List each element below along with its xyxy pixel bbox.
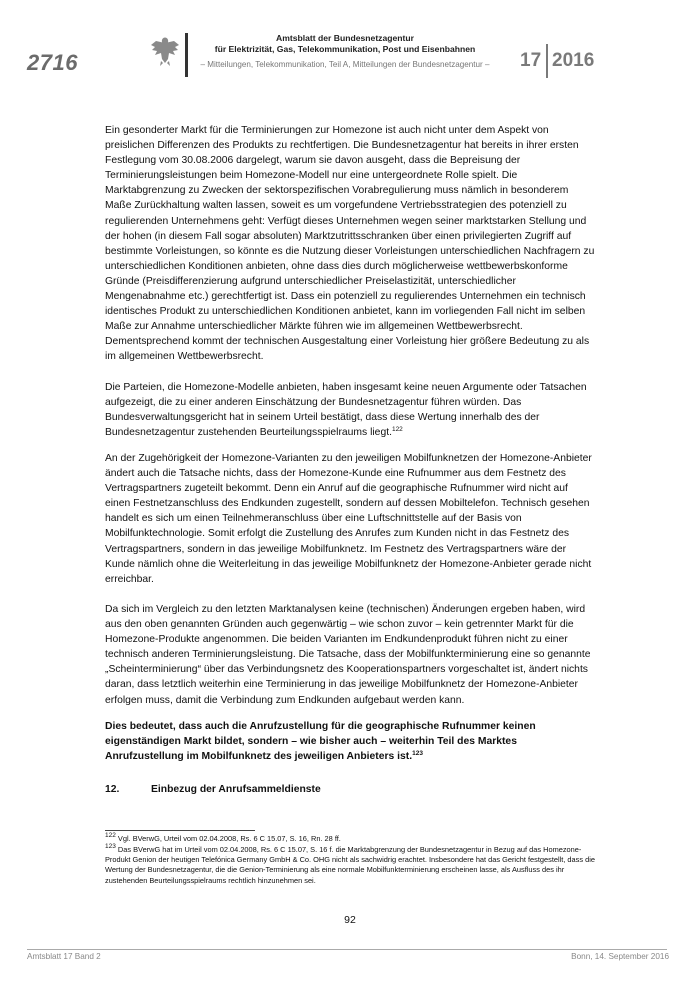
footnote-122-number: 122 <box>105 832 116 839</box>
paragraph-1: Ein gesonderter Markt für die Terminierungen zur Homezone ist auch nicht unter dem Aspekt von preislichen Differenzen des Produkts zu rechtfertigen. Die Bundesnetzagentur hat bereits in ihrer ersten Festlegung vom 30.08.2006 dargelegt, warum sie davon ausgeht, dass die Bepreisung der Terminierungsleistungen beim Homezone-Modell nur eine untergeordnete Rolle spielt. Die Marktabgrenzung zu Zwecken der sektorspezifischen Vorabregulierung muss nämlich in besonderem Maße Zurückhaltung walten lassen, soweit es um vorgefundene Vertriebsstrategien des potenziell zu regulierenden Unternehmens geht: Verfügt dieses Unternehmen wegen seiner marktstarken Stellung und der hohen (in diesem Fall sogar absoluten) Marktzutrittsschranken über einen privilegierten Zugriff auf bestimmte Vorleistungen, so könnte es die Nutzung dieser Vorleistungen unterschiedlichen Nachfragern zu unterschiedlichen Konditionen anbieten, ohne dass dies durch möglicherweise wettbewerbskonforme Gründe (Preisdifferenzierung aufgrund unterschiedlicher Preiselastizität, unterschiedlicher Mengenabnahme etc.) gerechtfertigt ist. Dass ein potenziell zu regulierendes Unternehmen ein technisch identisches Produkt zu unterschiedlichen Konditionen anbietet, kann im vorliegenden Fall nicht im selben Maße zur Annahme unterschiedlicher Märkte führen wie im allgemeinen Wettbewerbsrecht. Dementsprechend kommt der technischen Ausgestaltung einer Vorleistung hier größere Bedeutung zu als im allgemeinen Wettbewerbsrecht. <box>105 125 595 363</box>
footnote-122 <box>105 834 595 844</box>
issue-year: 2016 <box>552 50 595 71</box>
footer-left: Amtsblatt 17 Band 2 <box>27 952 101 961</box>
footer-right: Bonn, 14. September 2016 <box>571 952 669 961</box>
footnote-ref-123[interactable]: 123 <box>412 750 423 758</box>
footnote-ref-122[interactable]: 122 <box>391 426 403 434</box>
footnote-123-text: Das BVerwG hat im Urteil vom 02.04.2008, Rs. 6 C 15.07, S. 16 f. die Marktabgrenzung der Bundesnetzagentur in Bezug auf das Homezone-Produkt Genion der heutigen Telefónica Germany GmbH & Co. OHG nicht als sachwidrig erachtet. Insbesondere hat das Gericht festgestellt, dass die Wertung der Bundesnetzagentur, die die Genion-Terminierung als eine normale Mobilfunkterminierung erscheinen lasse, als Ausfluss des ihr zustehenden Beurteilungsspielraums rechtlich hinzunehmen sei. <box>105 845 595 885</box>
page-number: 2716 <box>27 50 78 75</box>
paragraph-4: Da sich im Vergleich zu den letzten Marktanalysen keine (technischen) Änderungen ergeben haben, wird aus den oben genannten Gründen auch gegenwärtig – wie schon zuvor – kein getrennter Markt für die Homezone-Produkte angenommen. Die beiden Varianten im Endkundenprodukt führen nicht zu einer technisch anderen Terminierungsleistung. Die Tatsache, dass der Mobilfunkterminierung eine so genannte „Scheinterminierung“ über das Verbindungsnetz des Kooperationspartners vorgeschaltet ist, ändert nichts daran, dass letztlich weiterhin eine Terminierung in das jeweilige Mobilfunknetz der Homezone-Anbieter erfolgen muss, damit die Verbindung zum Endkunden aufgebaut werden kann. <box>105 604 591 706</box>
paragraph-5 <box>105 719 595 764</box>
federal-eagle-icon <box>150 32 180 68</box>
journal-subtitle: für Elektrizität, Gas, Telekommunikation, Post und Eisenbahnen <box>214 44 476 54</box>
paragraph-2 <box>105 380 595 440</box>
paragraph-3: An der Zugehörigkeit der Homezone-Varianten zu den jeweiligen Mobilfunknetzen der Homezone-Anbieter ändert auch die Tatsache nichts, dass der Homezone-Kunde eine Rufnummer aus dem Festnetz des Vertragspartners zugeteilt bekommt. Denn ein Anruf auf die geographische Rufnummer wird nicht auf einen Festnetzanschluss des Endkunden zugestellt, sondern auf dessen Mobiltelefon. Technisch gesehen handelt es sich um einen Teilnehmeranschluss über eine Luftschnittstelle auf der Basis von Mobilfunktechnologie. Somit erfolgt die Zustellung des Anrufes zum Kunden nicht in das Festnetz des Vertragspartners, sondern in das jeweilige Mobilfunknetz. Im Festnetz des Vertragspartners wäre der Kunde nämlich ohne die Weiterleitung in das jeweilige Mobilfunknetz der Homezone-Anbieter gerade nicht erreichbar. <box>105 453 592 585</box>
footnote-divider <box>105 830 255 831</box>
header-divider <box>185 33 188 77</box>
footnote-123 <box>105 845 595 886</box>
section-heading-number: 12. <box>105 784 120 795</box>
section-subtitle: – Mitteilungen, Telekommunikation, Teil A, Mitteilungen der Bundesnetzagentur – <box>200 60 490 69</box>
footnote-123-number: 123 <box>105 843 116 850</box>
issue-number: 17 <box>520 50 542 71</box>
footnote-122-text: Vgl. BVerwG, Urteil vom 02.04.2008, Rs. 6 C 15.07, S. 16, Rn. 28 ff. <box>117 834 341 843</box>
section-heading <box>105 784 321 795</box>
footer-divider <box>27 949 667 950</box>
issue-divider <box>546 44 548 78</box>
journal-title: Amtsblatt der Bundesnetzagentur <box>276 33 414 43</box>
paragraph-2-text: Die Parteien, die Homezone-Modelle anbieten, haben insgesamt keine neuen Argumente oder Tatsachen aufgezeigt, die zu einer anderen Einschätzung der Bundesnetzagentur führen würden. Das Bundesverwaltungsgericht hat in seinem Urteil bestätigt, dass diese Wertung innerhalb des der Bundesnetzagentur zustehenden Beurteilungsspielraums liegt. <box>105 382 587 439</box>
section-heading-text: Einbezug der Anrufsammeldienste <box>151 784 321 795</box>
paragraph-5-text: Dies bedeutet, dass auch die Anrufzustellung für die geographische Rufnummer keinen eigenständigen Markt bildet, sondern – wie bisher auch – weiterhin Teil des Marktes Anrufzustellung im Mobilfunknetz des jeweiligen Anbieters ist. <box>105 721 536 763</box>
page-bottom-number: 92 <box>344 914 356 926</box>
